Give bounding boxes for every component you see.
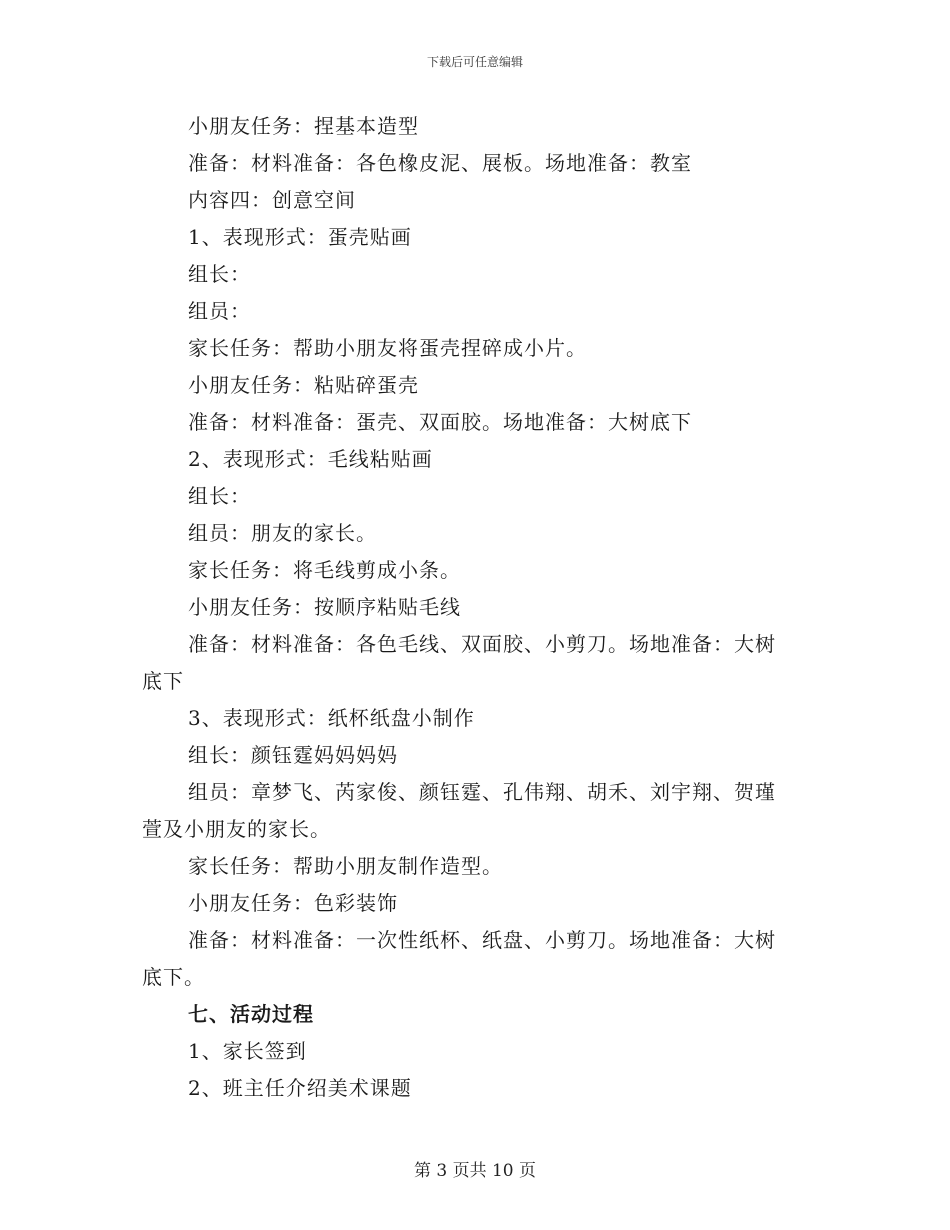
text-line: 组长：颜钰霆妈妈妈妈 <box>188 743 398 767</box>
text-line: 底下 <box>142 669 184 693</box>
text-line: 小朋友任务：色彩装饰 <box>188 891 398 915</box>
page-header: 下载后可任意编辑 <box>426 55 523 69</box>
text-line: 底下。 <box>142 965 205 989</box>
text-line: 准备：材料准备：各色橡皮泥、展板。场地准备：教室 <box>188 151 692 175</box>
text-line: 准备：材料准备：一次性纸杯、纸盘、小剪刀。场地准备：大树 <box>188 928 776 952</box>
text-line: 准备：材料准备：各色毛线、双面胶、小剪刀。场地准备：大树 <box>188 632 776 656</box>
text-line: 家长任务：帮助小朋友制作造型。 <box>188 854 503 878</box>
text-line: 组员：章梦飞、芮家俊、颜钰霆、孔伟翔、胡禾、刘宇翔、贺瑾 <box>188 780 776 804</box>
text-line: 1、家长签到 <box>188 1039 307 1063</box>
text-line: 小朋友任务：粘贴碎蛋壳 <box>188 373 419 397</box>
text-line: 准备：材料准备：蛋壳、双面胶。场地准备：大树底下 <box>188 410 692 434</box>
text-line: 1、表现形式：蛋壳贴画 <box>188 225 412 249</box>
text-line: 组员： <box>188 299 251 323</box>
text-line: 家长任务：将毛线剪成小条。 <box>188 558 461 582</box>
document-body <box>142 108 802 1107</box>
text-line: 2、班主任介绍美术课题 <box>188 1076 412 1100</box>
text-line: 小朋友任务：按顺序粘贴毛线 <box>188 595 461 619</box>
text-line: 内容四：创意空间 <box>188 188 356 212</box>
text-line: 组长： <box>188 484 251 508</box>
text-line: 3、表现形式：纸杯纸盘小制作 <box>188 706 475 730</box>
text-line: 2、表现形式：毛线粘贴画 <box>188 447 433 471</box>
text-line: 小朋友任务：捏基本造型 <box>188 114 419 138</box>
text-line: 萱及小朋友的家长。 <box>142 817 331 841</box>
text-line: 家长任务：帮助小朋友将蛋壳捏碎成小片。 <box>188 336 587 360</box>
text-line: 组员：朋友的家长。 <box>188 521 377 545</box>
text-line: 组长： <box>188 262 251 286</box>
page-footer: 第 3 页共 10 页 <box>413 1161 537 1181</box>
section-heading: 七、活动过程 <box>188 1002 314 1026</box>
